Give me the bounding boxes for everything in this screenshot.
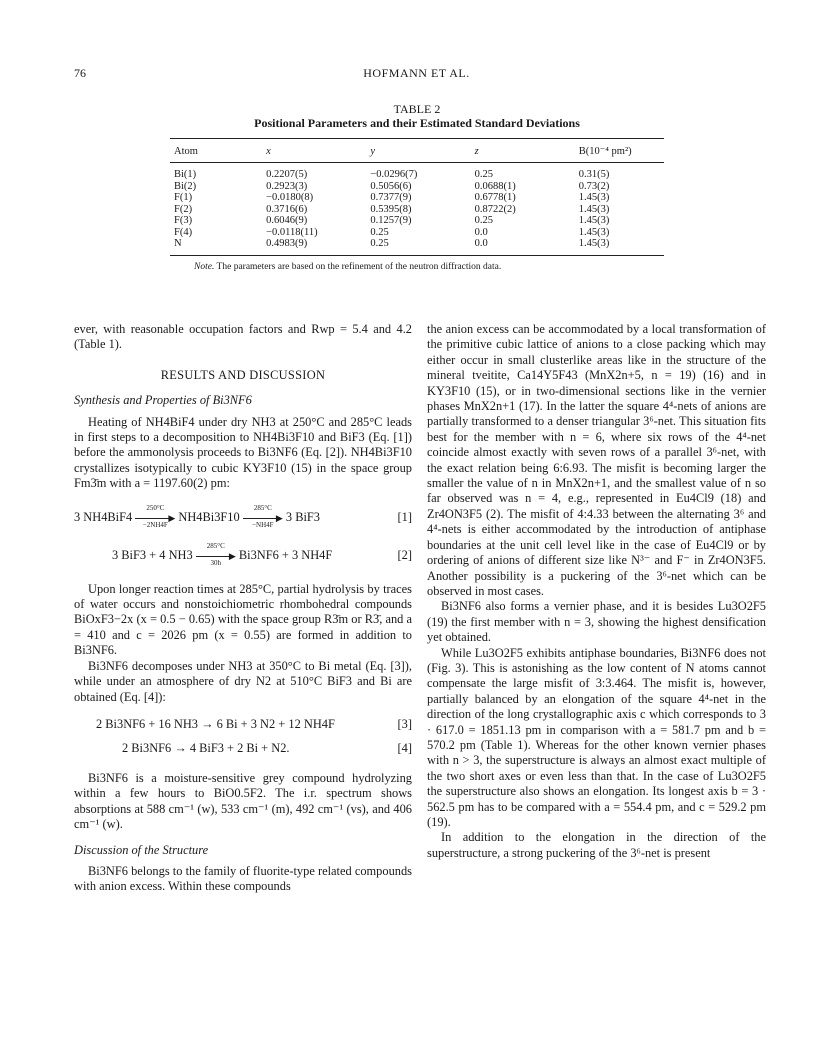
cell-x: 0.6046(9) [266,215,308,226]
cell-y: 0.5395(8) [370,203,412,215]
table-2 [170,103,664,272]
equation-2 [74,541,412,568]
cell-z: 0.0 [474,238,488,249]
cell-z: 0.25 [474,215,493,226]
right-column [427,322,766,861]
eq1-lhs: 3 NH4BiF4 [74,509,133,524]
eq1-arrow1-below: −2NH4F [142,520,168,529]
reaction-arrow-icon: 285°C ▶ −NH4F [243,513,283,523]
reaction-arrow-icon: 285°C ▶ 30h [196,551,236,561]
table-note-text: The parameters are based on the refinement of the neutron diffraction data. [216,261,502,272]
eq1-rhs: 3 BiF3 [285,509,320,524]
paragraph: While Lu3O2F5 exhibits antiphase boundaries, Bi3NF6 does not (Fig. 3). This is astonishing as the low content of N atoms cannot compensate the large misfit of 3:3.464. The misfit is, however, partially balanced by an elongation of the square 4⁴-net in the direction of the long crystallographic axis c which corresponds to 3 · 617.0 = 1851.13 pm in comparison with a = 581.7 pm and b = 570.2 pm (Table 1). Whereas for the other known vernier phases with n > 3, the superstructure is always an almost exact multiple of the two short axes or even less than that. In the case of Lu3O2F5 the superstructure also shows an elongation. Its longest axis b = 3 · 562.5 pm has to be compared with a = 554.4 pm, and c = 529.2 pm (19). [427,645,766,829]
eq1-number: [1] [397,509,412,524]
cell-y: 0.5056(6) [370,180,412,192]
table-row [170,192,664,204]
cell-b: 1.45(3) [578,203,610,215]
paragraph: Heating of NH4BiF4 under dry NH3 at 250°C and 285°C leads in first steps to a decomposition to NH4Bi3F10 and BiF3 (Eq. [1]) before the ammonolysis proceeds to Bi3NF6 (Eq. [2]). NH4Bi3F10 crystallizes isotypically to cubic KY3F10 (15) in the space group Fm3̄m with a = 1197.60(2) pm: [74,414,412,491]
table-row [170,238,664,255]
cell-x: 0.4983(9) [266,238,308,249]
cell-z: 0.0 [474,226,488,238]
paragraph: Bi3NF6 is a moisture-sensitive grey compound hydrolyzing within a few hours to BiO0.5F2. The i.r. spectrum shows absorptions at 588 cm⁻¹ (w), 533 cm⁻¹ (m), 492 cm⁻¹ (vs), and 406 cm⁻¹ (w). [74,770,412,832]
cell-y: 0.1257(9) [370,215,412,226]
column-header-z: z [474,145,479,157]
table-row [170,215,664,227]
page-number: 76 [74,66,86,80]
cell-atom: N [174,238,182,249]
eq2-arrow-above: 285°C [206,541,225,550]
eq3-number: [3] [397,716,412,731]
cell-y: 0.7377(9) [370,192,412,203]
table-note [170,262,664,272]
subheading-structure: Discussion of the Structure [74,842,209,857]
equation-3 [74,715,412,733]
paragraph: Bi3NF6 belongs to the family of fluorite-type related compounds with anion excess. Within these compounds [74,863,412,894]
eq4-number: [4] [397,740,412,755]
running-head: HOFMANN ET AL. [363,66,470,80]
cell-z: 0.6778(1) [474,192,516,203]
eq1-mid: NH4Bi3F10 [178,509,240,524]
column-header-atom: Atom [174,145,198,157]
cell-b: 1.45(3) [578,192,610,203]
cell-atom: F(4) [174,226,193,238]
paragraph: ever, with reasonable occupation factors and Rwp = 5.4 and 4.2 (Table 1). [74,322,412,352]
cell-y: 0.25 [370,226,389,238]
eq1-arrow2-above: 285°C [253,503,272,512]
section-heading: RESULTS AND DISCUSSION [160,367,326,382]
eq3-text: 2 Bi3NF6 + 16 NH3 → 6 Bi + 3 N2 + 12 NH4F [96,716,335,731]
page-header [74,66,759,86]
cell-atom: Bi(2) [174,180,197,192]
table-caption: Positional Parameters and their Estimated Standard Deviations [254,116,580,130]
column-header-b: B(10⁻⁴ pm²) [578,146,632,157]
eq2-number: [2] [397,547,412,562]
cell-z: 0.25 [474,169,493,180]
table-row [170,181,664,193]
equation-1 [74,503,412,530]
cell-x: 0.2207(5) [266,169,308,180]
cell-x: −0.0118(11) [266,226,318,238]
cell-x: 0.3716(6) [266,203,308,215]
eq1-arrow2-below: −NH4F [252,520,274,529]
cell-z: 0.0688(1) [474,180,516,192]
paragraph: Bi3NF6 also forms a vernier phase, and it is besides Lu3O2F5 (19) the first member with n = 3, showing the highest densification yet obtained. [427,599,766,645]
cell-y: −0.0296(7) [370,169,418,180]
cell-atom: F(1) [174,192,193,203]
paragraph: In addition to the elongation in the direction of the superstructure, a strong puckering of the 3⁶-net is present [427,830,766,860]
cell-b: 1.45(3) [578,238,610,249]
eq4-text: 2 Bi3NF6 → 4 BiF3 + 2 Bi + N2. [122,740,290,755]
table-row [170,227,664,239]
subheading-synthesis: Synthesis and Properties of Bi3NF6 [74,393,252,408]
cell-b: 1.45(3) [578,226,610,238]
eq1-arrow1-above: 250°C [146,503,165,512]
cell-atom: Bi(1) [174,169,197,180]
cell-atom: F(2) [174,203,193,215]
table-note-label: Note. [194,261,215,272]
column-header-y: y [370,145,376,157]
cell-x: 0.2923(3) [266,180,308,192]
cell-y: 0.25 [370,238,389,249]
cell-b: 0.31(5) [578,169,610,180]
table-row [170,204,664,216]
cell-z: 0.8722(2) [474,203,516,215]
column-header-x: x [266,145,271,157]
paragraph: Upon longer reaction times at 285°C, partial hydrolysis by traces of water occurs and nonstoichiometric rhombohedral compounds BiOxF3−2x (x = 0.5 − 0.65) with the space group R3̄m or R3̄, and a = 410 and c = 2026 pm (x = 0.55) are formed in addition to Bi3NF6. [74,581,412,658]
table-row [170,163,664,181]
positional-parameters-table [170,138,664,256]
table-title: TABLE 2 [393,102,441,116]
cell-b: 0.73(2) [578,180,610,192]
equation-4 [74,739,412,757]
eq2-lhs: 3 BiF3 + 4 NH3 [112,547,193,562]
left-column [74,322,412,895]
cell-atom: F(3) [174,215,193,226]
eq2-arrow-below: 30h [210,558,222,567]
table-header-row [170,139,664,163]
eq2-rhs: Bi3NF6 + 3 NH4F [238,547,333,562]
cell-b: 1.45(3) [578,215,610,226]
reaction-arrow-icon: 250°C ▶ −2NH4F [135,513,175,523]
paragraph: the anion excess can be accommodated by a local transformation of the primitive cubic lattice of anions to a close packing which may either occur in small clusterlike areas like in the structure of the mineral tveitite, Ca14Y5F43 (MnX2n+5, n = 19) (16) and in KY3F10 (15), or in two-dimensional sections like in the vernier phases MnX2n+1 (17). In the latter the square 4⁴-nets of anions are partially transformed to a denser triangular 3⁶-net. This situation fits best for the member with n = 6, where six rows of the 4⁴-net coincide almost exactly with seven rows of a parallel 3⁶-net, with the exact relation being 6:6.93. The misfit is becoming larger the smaller the value of n in MnX2n+1, and the smallest value of n so far observed was n = 4, e.g., represented in Eu4Cl9 (18) and Zr4ON3F5 (2). The misfit of 4:4.33 between the alternating 3⁶ and 4⁴-nets is either accommodated by the introduction of antiphase boundaries at the unit cell level like in the case of Eu4Cl9 or by ordering of anions of different size like N³⁻ and F⁻ in Zr4ON3F5. Another possibility is a puckering of the 3⁶-net which can be observed in most cases. [427,322,766,598]
paragraph: Bi3NF6 decomposes under NH3 at 350°C to Bi metal (Eq. [3]), while under an atmosphere of dry N2 at 510°C BiF3 and Bi are obtained (Eq. [4]): [74,658,412,704]
cell-x: −0.0180(8) [266,192,314,203]
